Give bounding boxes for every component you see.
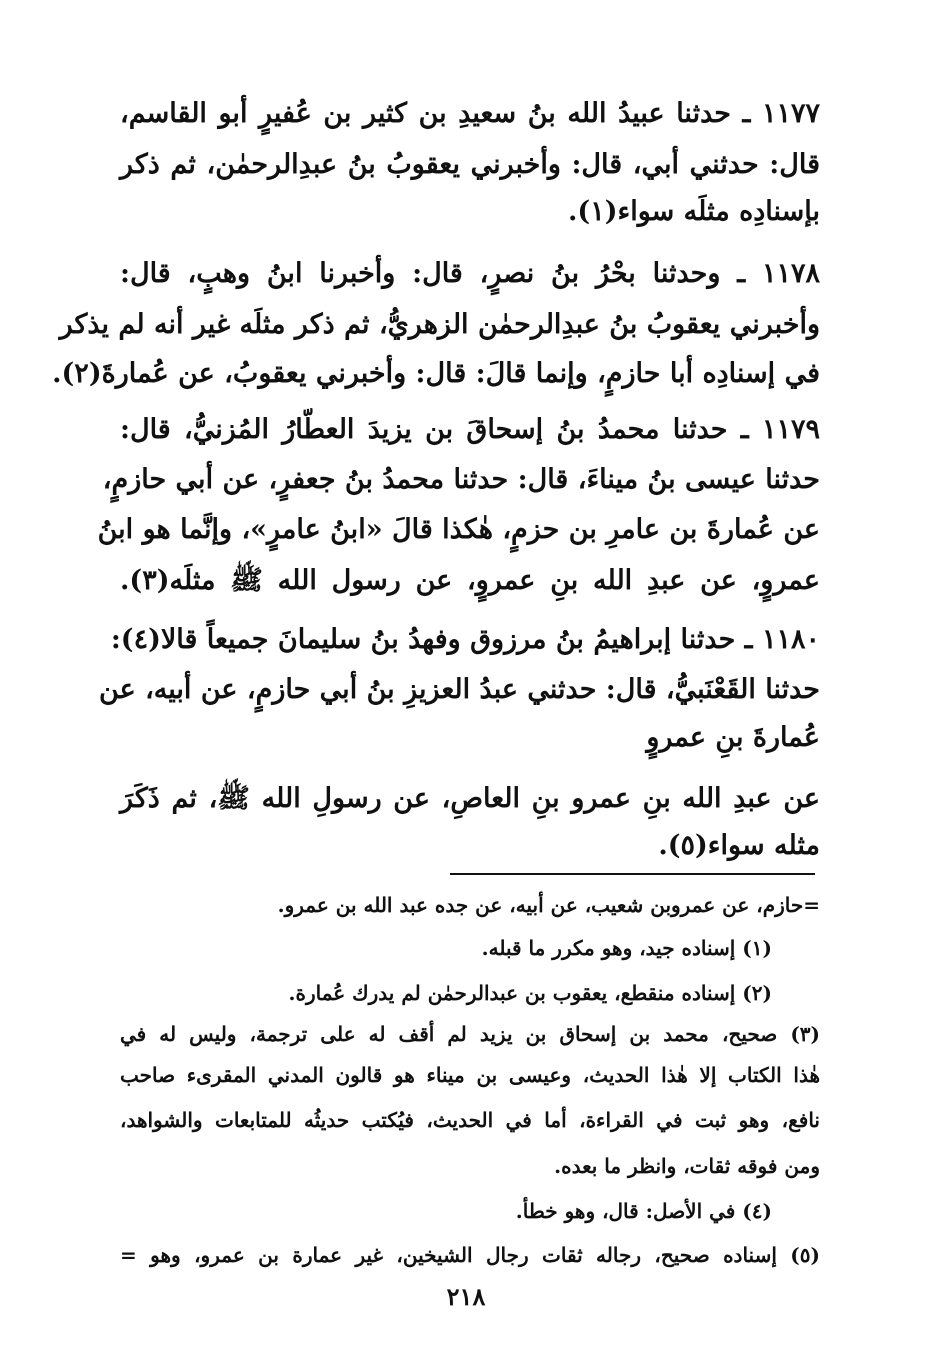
main-line-10: عمروٍ، عن عبدِ الله بنِ عمروٍ، عن رسول الله ﷺ مثلَه(٣).: [120, 565, 820, 596]
main-line-8: حدثنا عيسى بنُ ميناءَ، قال: حدثنا محمدُ بنُ جعفرٍ، عن أبي حازمٍ،: [102, 464, 820, 495]
main-line-14: عن عبدِ الله بنِ عمرو بنِ العاصِ، عن رسولِ الله ﷺ، ثم ذَكَرَ: [120, 783, 820, 814]
main-line-9: عن عُمارةَ بن عامرِ بن حزمٍ، هٰكذا قالَ «ابنُ عامرٍ»، وإنَّما هو ابنُ: [97, 514, 820, 545]
main-line-11: ١١٨٠ ـ حدثنا إبراهيمُ بنُ مرزوق وفهدُ بنُ سليمانَ جميعاً قالا(٤):: [110, 624, 820, 655]
main-line-15: مثله سواء(٥).: [658, 830, 820, 861]
footnote-line-2: (١) إسناده جيد، وهو مكرر ما قبله.: [481, 936, 772, 960]
main-line-3: بإسنادِه مثلَه سواء(١).: [568, 196, 820, 227]
footnote-line-3: (٢) إسناده منقطع، يعقوب بن عبدالرحمٰن لم يدرك عُمارة.: [288, 981, 772, 1005]
footnote-line-5: هٰذا الكتاب إلا هٰذا الحديث، وعيسى بن ميناء هو قالون المدني المقرىء صاحب: [120, 1063, 820, 1087]
footnote-line-6: نافع، وهو ثبت في القراءة، أما في الحديث، فيُكتب حديثُه للمتابعات والشواهد،: [120, 1108, 820, 1132]
main-line-4: ١١٧٨ ـ وحدثنا بحْرُ بنُ نصرٍ، قال: وأخبرنا ابنُ وهبٍ، قال:: [120, 258, 820, 289]
main-line-12: حدثنا القَعْنَبيُّ، قال: حدثني عبدُ العزيزِ بنُ أبي حازمٍ، عن أبيه، عن: [99, 674, 820, 705]
main-line-2: قال: حدثني أبي، قال: وأخبرني يعقوبُ بنُ عبدِالرحمٰن، ثم ذكر: [120, 149, 820, 180]
footnote-line-8: (٤) في الأصل: قال، وهو خطأ.: [515, 1199, 772, 1223]
main-line-6: في إسنادِه أبا حازمٍ، وإنما قالَ: قال: وأخبرني يعقوبُ، عن عُمارةَ(٢).: [52, 358, 820, 389]
footnote-line-7: ومن فوقه ثقات، وانظر ما بعده.: [554, 1154, 820, 1178]
main-line-7: ١١٧٩ ـ حدثنا محمدُ بنُ إسحاقَ بن يزيدَ العطّارُ المُزنيُّ، قال:: [120, 414, 820, 445]
main-line-5: وأخبرني يعقوبُ بنُ عبدِالرحمٰن الزهريُّ، ثم ذكر مثلَه غير أنه لم يذكر: [59, 309, 820, 340]
footnote-separator: [450, 873, 815, 875]
footnote-line-1: =حازم، عن عمروبن شعيب، عن أبيه، عن جده عبد الله بن عمرو.: [277, 893, 820, 917]
main-line-13: عُمارةَ بنِ عمروٍ: [646, 722, 820, 753]
main-line-1: ١١٧٧ ـ حدثنا عبيدُ الله بنُ سعيدِ بن كثير بن عُفيرٍ أبو القاسم،: [120, 98, 820, 129]
page-number: ٢١٨: [446, 1282, 486, 1311]
footnote-line-4: (٣) صحيح، محمد بن إسحاق بن يزيد لم أقف له على ترجمة، وليس له في: [120, 1022, 820, 1046]
footnote-line-9: (٥) إسناده صحيح، رجاله ثقات رجال الشيخين، غير عمارة بن عمرو، وهو =: [120, 1243, 820, 1267]
